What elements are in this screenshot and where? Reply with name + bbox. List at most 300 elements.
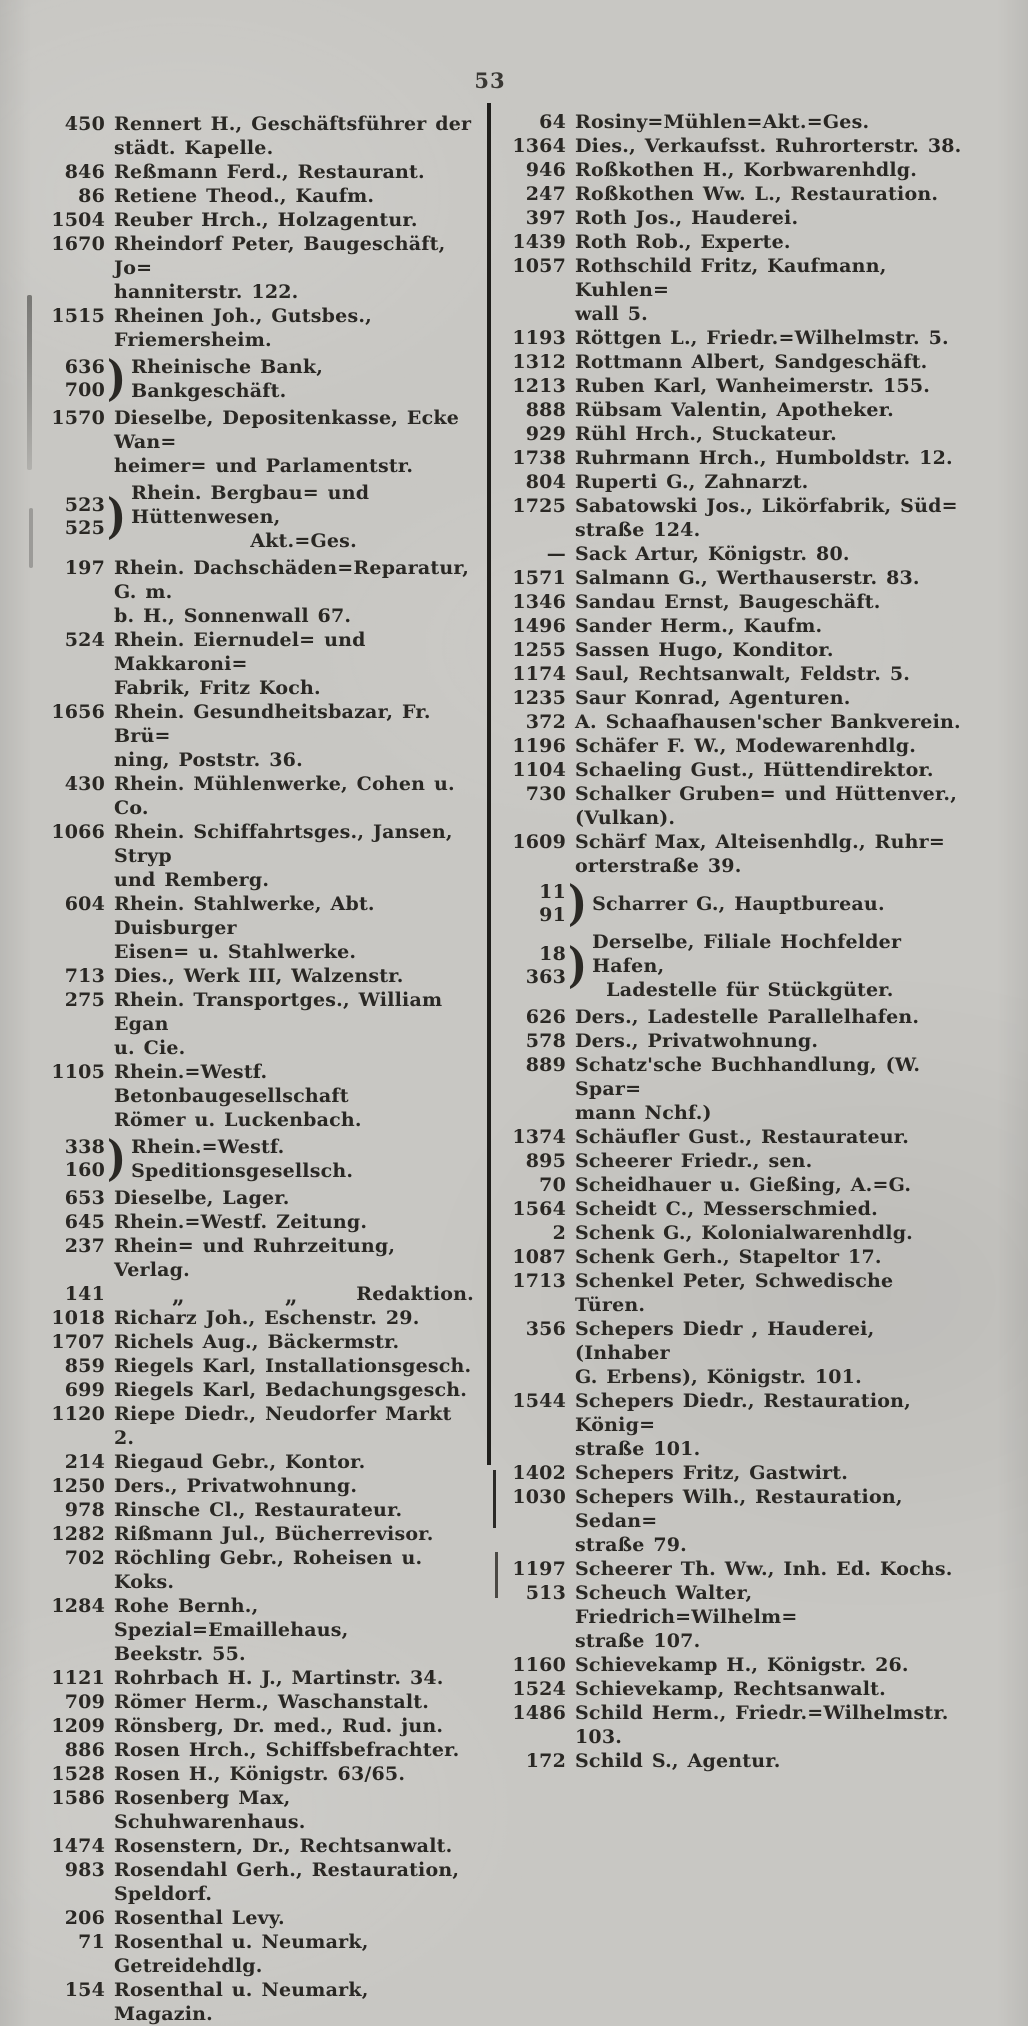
entry-text-line: Rohrbach H. J., Martinstr. 34. [114,1667,444,1689]
entry-text [114,160,476,184]
entry-number: 1713 [512,1270,566,1292]
entry-text-line: Rohe Bernh., Spezial=Emaillehaus, [114,1595,349,1641]
entry-text [575,758,970,782]
entry-number: 2 [552,1222,566,1244]
entry-text-line: Rheinen Joh., Gutsbes., Friemersheim. [114,305,372,351]
entry-text [575,1005,970,1029]
directory-entry [50,1978,476,2026]
entry-number: 730 [525,783,566,805]
entry-text [114,1930,476,1978]
entry-text-line: Dieselbe, Depositenkasse, Ecke Wan= [114,407,459,453]
entry-number: 86 [78,185,105,207]
entry-text-line: Rönsberg, Dr. med., Rud. jun. [114,1715,444,1737]
directory-entry [502,734,970,758]
entry-text [575,1173,970,1197]
entry-text-line: Schepers Fritz, Gastwirt. [575,1462,849,1484]
entry-text-line: Beekstr. 55. [114,1643,246,1665]
entry-text [575,326,970,350]
directory-entry [50,481,476,553]
entry-text [575,422,970,446]
entry-text [592,892,970,916]
entry-text-line: Derselbe, Filiale Hochfelder Hafen, [592,931,902,977]
entry-text [114,112,476,160]
directory-entry [502,1677,970,1701]
page-number: 53 [474,68,506,93]
entry-text-line: mann Nchf.) [575,1102,712,1124]
entry-text-line: Akt.=Ges. [250,530,357,552]
entry-text-line: Scheuch Walter, Friedrich=Wilhelm= [575,1582,798,1628]
directory-entry [502,1461,970,1485]
directory-entry [50,1234,476,1282]
entry-text [575,614,970,638]
entry-text-line: u. Cie. [114,1037,186,1059]
entry-text-line: Röchling Gebr., Roheisen u. Koks. [114,1547,423,1593]
entry-text [575,782,970,830]
entry-number: 1571 [512,567,566,589]
entry-text-line: Richarz Joh., Eschenstr. 29. [114,1307,420,1329]
directory-entry [502,1245,970,1269]
directory-entry [50,820,476,892]
entry-text [575,710,970,734]
entry-text [114,1498,476,1522]
entry-number: 578 [525,1030,566,1052]
entry-text-line: (Vulkan). [575,807,676,829]
entry-text-line: Sander Herm., Kaufm. [575,615,823,637]
entry-text-line: ning, Poststr. 36. [114,749,303,771]
entry-number: 1213 [512,375,566,397]
directory-entry [502,1485,970,1557]
directory-entry [50,112,476,160]
entry-text-line: Rosiny=Mühlen=Akt.=Ges. [575,111,870,133]
directory-entry [50,964,476,988]
entry-text-line: Römer u. Luckenbach. [114,1109,362,1131]
entry-number: 1504 [51,209,105,231]
column-divider-rule [487,103,491,1465]
entry-number: 430 [64,773,105,795]
bracket-paren: ) [107,350,127,407]
directory-entry [502,1149,970,1173]
entry-text-line: Reuber Hrch., Holzagentur. [114,209,418,231]
directory-entry [50,406,476,478]
entry-text-line: Roßkothen Ww. L., Restauration. [575,183,939,205]
directory-entry [50,1762,476,1786]
entry-number: 1196 [512,735,566,757]
entry-number: 1725 [512,495,566,517]
directory-entry [502,1005,970,1029]
entry-text-line: Rhein= und Ruhrzeitung, Verlag. [114,1235,396,1281]
entry-text [575,182,970,206]
entry-number: 604 [64,893,105,915]
ditto-mark: „ [172,1283,185,1309]
entry-text [575,1389,970,1461]
entry-text [114,1282,476,1309]
entry-text [575,1125,970,1149]
entry-text [114,820,476,892]
entry-text [575,350,970,374]
entry-text-line: Rosenthal u. Neumark, Magazin. [114,1979,369,2025]
entry-text-line: Rothschild Fritz, Kaufmann, Kuhlen= [575,255,887,301]
directory-entry [502,1749,970,1773]
entry-number: 1160 [512,1654,566,1676]
entry-text [575,1221,970,1245]
entry-number: 1486 [512,1702,566,1724]
entry-text-line: Eisen= u. Stahlwerke. [114,941,357,963]
entry-text-line: Rottmann Albert, Sandgeschäft. [575,351,928,373]
directory-entry [50,1690,476,1714]
entry-text-line: Scheerer Th. Ww., Inh. Ed. Kochs. [575,1558,953,1580]
entry-text [575,1749,970,1773]
directory-column-right [502,110,970,1773]
entry-text [575,1197,970,1221]
entry-text-line: Ders., Ladestelle Parallelhafen. [575,1006,920,1028]
entry-number: 699 [64,1379,105,1401]
entry-number: 1312 [512,351,566,373]
entry-number: 709 [64,1691,105,1713]
entry-number: 1087 [512,1246,566,1268]
entry-text [114,208,476,232]
directory-entry [502,590,970,614]
entry-text-line: Sabatowski Jos., Likörfabrik, Süd= [575,495,958,517]
entry-text [114,1186,476,1210]
directory-entry [502,1653,970,1677]
entry-number: 1193 [512,327,566,349]
directory-entry [50,1498,476,1522]
entry-text [131,481,476,553]
entry-text-line: Ders., Privatwohnung. [575,1030,819,1052]
directory-entry [50,1786,476,1834]
entry-text-line: Rosendahl Gerh., Restauration, [114,1859,460,1881]
entry-text-line: Schild S., Agentur. [575,1750,781,1772]
entry-number: 206 [64,1907,105,1929]
entry-text-line: Rhein. Gesundheitsbazar, Fr. Brü= [114,701,431,747]
entry-number: 886 [64,1739,105,1761]
directory-entry [502,1701,970,1749]
entry-text-line: Saur Konrad, Agenturen. [575,687,851,709]
entry-number: 1235 [512,687,566,709]
entry-text [114,184,476,208]
directory-entry [50,1402,476,1450]
directory-entry [502,158,970,182]
entry-text [114,1762,476,1786]
directory-entry [502,1317,970,1389]
entry-text-line: straße 124. [575,519,701,541]
entry-number: 846 [64,161,105,183]
entry-number: 1656 [51,701,105,723]
directory-entry [502,638,970,662]
directory-entry [502,614,970,638]
entry-number: 237 [64,1235,105,1257]
entry-text [114,1690,476,1714]
directory-entry [502,374,970,398]
entry-number: 172 [525,1750,566,1772]
directory-entry [50,1546,476,1594]
directory-entry [502,350,970,374]
entry-text-line: hanniterstr. 122. [114,281,299,303]
entry-text [575,470,970,494]
directory-entry [502,494,970,542]
entry-text-line: Rosenstern, Dr., Rechtsanwalt. [114,1835,453,1857]
entry-number: 247 [525,183,566,205]
entry-number: 1209 [51,1715,105,1737]
directory-entry [502,662,970,686]
entry-text-line: Rübsam Valentin, Apotheker. [575,399,894,421]
directory-entry [502,134,970,158]
entry-number: 1284 [51,1595,105,1617]
directory-entry [502,1029,970,1053]
scan-edge-smudge [29,508,33,568]
entry-text-line: Rhein.=Westf. Zeitung. [114,1211,368,1233]
bracket-paren: ) [568,937,588,994]
directory-entry [50,1522,476,1546]
entry-text-line: straße 79. [575,1534,687,1556]
entry-text-line: Röttgen L., Friedr.=Wilhelmstr. 5. [575,327,949,349]
directory-entry [502,1389,970,1461]
entry-text [114,1786,476,1834]
entry-number: 397 [525,207,566,229]
entry-number: 653 [64,1187,105,1209]
entry-text-line: Rinsche Cl., Restaurateur. [114,1499,403,1521]
entry-text [114,1210,476,1234]
entry-text-line: Rennert H., Geschäftsführer der [114,113,472,135]
entry-number: 1374 [512,1126,566,1148]
entry-number: 356 [525,1318,566,1340]
entry-text-line: Redaktion. [356,1283,474,1305]
directory-entry [50,772,476,820]
directory-entry [502,470,970,494]
entry-text [575,374,970,398]
entry-number: 154 [64,1979,105,2001]
entry-number: 1255 [512,639,566,661]
entry-text [114,964,476,988]
entry-text-line: Sack Artur, Königstr. 80. [575,543,850,565]
entry-text [575,446,970,470]
entry-text-line: Schild Herm., Friedr.=Wilhelmstr. 103. [575,1702,949,1748]
entry-text-line: A. Schaafhausen'scher Bankverein. [575,711,961,733]
column-divider-segment [495,1552,498,1598]
entry-number: 978 [64,1499,105,1521]
directory-entry [502,1269,970,1317]
entry-text [114,1546,476,1594]
entry-number: 983 [64,1859,105,1881]
entry-text-line: Sassen Hugo, Konditor. [575,639,834,661]
entry-text [114,1402,476,1450]
entry-number: 1670 [51,233,105,255]
entry-text-line: Dies., Verkaufsst. Ruhrorterstr. 38. [575,135,962,157]
entry-number: 1174 [512,663,566,685]
entry-text-line: Scheerer Friedr., sen. [575,1150,813,1172]
directory-entry [502,1125,970,1149]
entry-number: 1282 [51,1523,105,1545]
entry-text-line: Saul, Rechtsanwalt, Feldstr. 5. [575,663,911,685]
entry-text-line: Rosenthal Levy. [114,1907,285,1929]
entry-number: — [546,543,566,565]
entry-number: 1105 [51,1061,105,1083]
entry-text [114,892,476,964]
directory-entry [50,1330,476,1354]
directory-entry [50,556,476,628]
entry-number: 889 [525,1054,566,1076]
entry-text [575,494,970,542]
entry-text-line: Rhein. Dachschäden=Reparatur, G. m. [114,557,470,603]
directory-entry [50,160,476,184]
directory-entry [50,1738,476,1762]
entry-number: 1570 [51,407,105,429]
entry-text-line: straße 101. [575,1438,701,1460]
entry-numbers: 18 363 [525,943,566,988]
directory-entry [50,1354,476,1378]
entry-text-line: Dieselbe, Lager. [114,1187,290,1209]
entry-text-line: Salmann G., Werthauserstr. 83. [575,567,920,589]
entry-text [114,1714,476,1738]
entry-text [575,662,970,686]
entry-text-line: Rhein. Bergbau= und Hüttenwesen, [131,482,370,528]
entry-text-line: Fabrik, Fritz Koch. [114,677,321,699]
entry-text [114,772,476,820]
entry-text-line: Scheidt C., Messerschmied. [575,1198,878,1220]
directory-entry [50,1210,476,1234]
entry-text [592,930,970,1002]
directory-entry [50,1858,476,1906]
entry-number: 1439 [512,231,566,253]
directory-entry [50,304,476,352]
entry-text [114,232,476,304]
entry-text-line: Schepers Diedr., Restauration, König= [575,1390,911,1436]
directory-entry [502,110,970,134]
entry-text-line: und Remberg. [114,869,270,891]
entry-text-line: G. Erbens), Königstr. 101. [575,1366,862,1388]
entry-text [114,556,476,628]
directory-entry [50,1834,476,1858]
directory-entry [50,1130,476,1187]
entry-text-line: Riegels Karl, Bedachungsgesch. [114,1379,468,1401]
entry-number: 1057 [512,255,566,277]
entry-text [131,355,476,403]
entry-numbers: 11 91 [539,881,566,926]
entry-number: 372 [525,711,566,733]
entry-text-line: Ladestelle für Stückgüter. [606,979,894,1001]
entry-number: 702 [64,1547,105,1569]
entry-text-line: Schäfer F. W., Modewarenhdlg. [575,735,917,757]
entry-text-line: Sandau Ernst, Baugeschäft. [575,591,881,613]
entry-number: 1524 [512,1678,566,1700]
directory-entry [502,1557,970,1581]
entry-text [575,1677,970,1701]
entry-text [114,1306,476,1330]
entry-text-line: Roth Jos., Hauderei. [575,207,799,229]
entry-text-line: Richels Aug., Bäckermstr. [114,1331,400,1353]
entry-text [575,1701,970,1749]
entry-number: 1707 [51,1331,105,1353]
entry-number: 626 [525,1006,566,1028]
entry-text [575,1557,970,1581]
entry-text [575,206,970,230]
entry-text-line: Rhein. Mühlenwerke, Cohen u. Co. [114,773,455,819]
entry-text-line: Schalker Gruben= und Hüttenver., [575,783,958,805]
directory-column-left [50,112,476,2026]
entry-number: 71 [78,1931,105,1953]
entry-text-line: Ders., Privatwohnung. [114,1475,358,1497]
scan-edge-smudge [27,295,32,470]
directory-entry [502,782,970,830]
entry-text-line: Rühl Hrch., Stuckateur. [575,423,837,445]
entry-number: 141 [64,1283,105,1305]
directory-entry [502,182,970,206]
directory-entry [50,1474,476,1498]
directory-entry [50,628,476,700]
entry-numbers: 523 525 [64,494,105,539]
entry-text [575,158,970,182]
entry-text [575,1053,970,1125]
entry-text [575,1461,970,1485]
bracket-paren: ) [107,488,127,545]
entry-text-line: Rosenthal u. Neumark, Getreidehdlg. [114,1931,369,1977]
entry-text [114,1906,476,1930]
directory-entry [502,830,970,878]
entry-number: 1738 [512,447,566,469]
entry-text [114,406,476,478]
directory-entry [502,254,970,326]
directory-entry [50,350,476,407]
directory-entry [502,1053,970,1125]
entry-text [575,134,970,158]
entry-text [114,1234,476,1282]
entry-text [114,1858,476,1906]
directory-entry [502,710,970,734]
directory-entry [502,1221,970,1245]
entry-text-line: Rhein.=Westf. Speditionsgesellsch. [131,1136,354,1182]
entry-text [114,988,476,1060]
entry-number: 1528 [51,1763,105,1785]
entry-text-line: Ruhrmann Hrch., Humboldstr. 12. [575,447,953,469]
directory-entry [502,930,970,1002]
entry-text [575,542,970,566]
directory-entry [502,1173,970,1197]
entry-text-line: Rhein.=Westf. Betonbaugesellschaft [114,1061,349,1107]
entry-text [575,1485,970,1557]
entry-number: 859 [64,1355,105,1377]
entry-number: 1364 [512,135,566,157]
directory-entry [502,686,970,710]
directory-entry [502,542,970,566]
entry-text [114,1738,476,1762]
entry-text [575,1245,970,1269]
bracket-paren: ) [568,875,588,932]
entry-text [575,1149,970,1173]
entry-text [575,590,970,614]
entry-text-line: wall 5. [575,303,648,325]
entry-text [114,1474,476,1498]
directory-entry [50,1282,476,1309]
entry-text-line: Retiene Theod., Kaufm. [114,185,375,207]
entry-text [114,1330,476,1354]
directory-entry [50,700,476,772]
entry-number: 1346 [512,591,566,613]
entry-text-line: Schievekamp, Rechtsanwalt. [575,1678,886,1700]
directory-entry [50,1906,476,1930]
entry-text [131,1135,476,1183]
directory-entry [50,232,476,304]
entry-text-line: Schenk Gerh., Stapeltor 17. [575,1246,882,1268]
directory-entry [502,875,970,932]
directory-entry [50,1060,476,1132]
entry-text-line: Reßmann Ferd., Restaurant. [114,161,425,183]
entry-number: 1120 [51,1403,105,1425]
entry-text [114,304,476,352]
entry-text [114,1060,476,1132]
entry-number: 524 [64,629,105,651]
directory-entry [50,892,476,964]
entry-text [575,734,970,758]
